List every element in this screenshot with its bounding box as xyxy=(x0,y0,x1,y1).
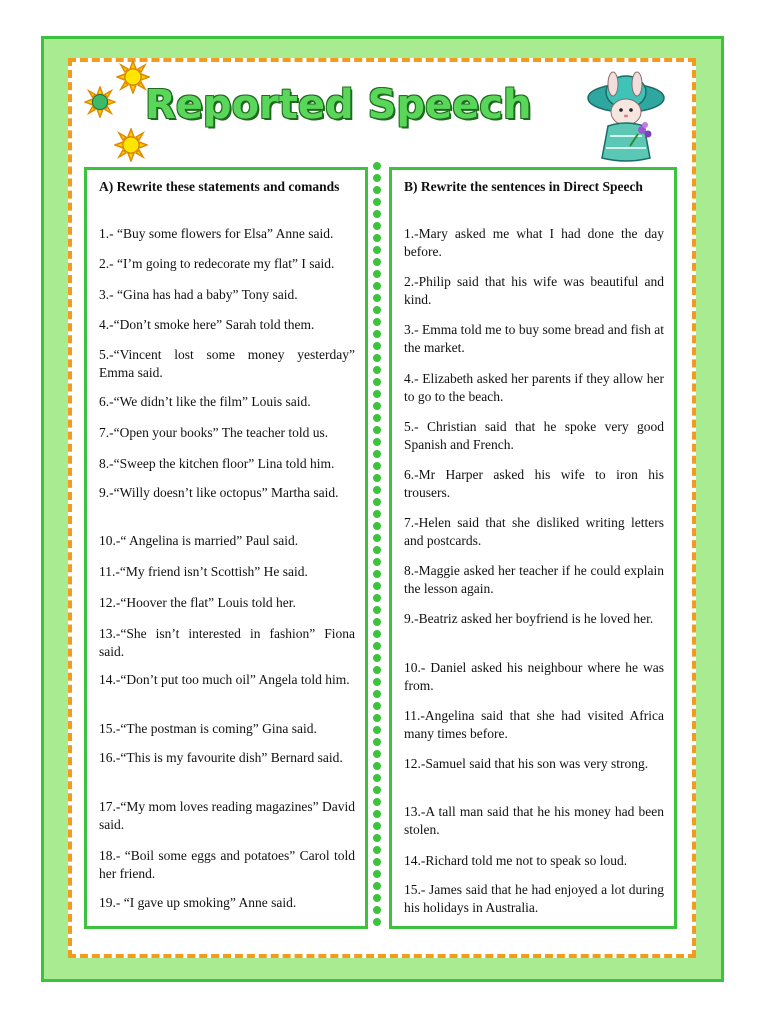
divider-dot xyxy=(373,894,381,902)
divider-dot xyxy=(373,594,381,602)
divider-dot xyxy=(373,318,381,326)
divider-dot xyxy=(373,750,381,758)
divider-dot xyxy=(373,666,381,674)
divider-dot xyxy=(373,498,381,506)
divider-dot xyxy=(373,426,381,434)
list-item: 8.-“Sweep the kitchen floor” Lina told him. xyxy=(99,456,335,471)
list-item: 15.-“The postman is coming” Gina said. xyxy=(99,721,317,736)
list-item: 13.-A tall man said that he his money had been stolen. xyxy=(404,804,664,837)
list-item: 3.- Emma told me to buy some bread and fish at the market. xyxy=(404,322,664,355)
list-item: 7.-Helen said that she disliked writing letters and postcards. xyxy=(404,515,664,548)
divider-dot xyxy=(373,438,381,446)
list-item: 16.-“This is my favourite dish” Bernard said. xyxy=(99,750,343,765)
divider-dot xyxy=(373,222,381,230)
divider-dot xyxy=(373,642,381,650)
divider-dot xyxy=(373,378,381,386)
page-title: Reported Speech xyxy=(145,82,532,128)
divider-dot xyxy=(373,630,381,638)
list-item: 5.- Christian said that he spoke very good Spanish and French. xyxy=(404,419,664,452)
divider-dot xyxy=(373,810,381,818)
list-item: 2.-Philip said that his wife was beautiful and kind. xyxy=(404,274,664,307)
divider-dot xyxy=(373,798,381,806)
section-b-heading: B) Rewrite the sentences in Direct Speech xyxy=(404,179,643,194)
divider-dot xyxy=(373,822,381,830)
divider-dot xyxy=(373,474,381,482)
divider-dot xyxy=(373,258,381,266)
divider-dot xyxy=(373,510,381,518)
divider-dot xyxy=(373,270,381,278)
divider-dot xyxy=(373,846,381,854)
list-item: 14.-“Don’t put too much oil” Angela told him. xyxy=(99,672,350,687)
divider-dot xyxy=(373,342,381,350)
divider-dot xyxy=(373,486,381,494)
list-item: 11.-Angelina said that she had visited Africa many times before. xyxy=(404,708,664,741)
divider-dot xyxy=(373,762,381,770)
divider-dot xyxy=(373,918,381,926)
list-item: 15.- James said that he had enjoyed a lot during his holidays in Australia. xyxy=(404,882,664,915)
divider-dot xyxy=(373,786,381,794)
list-item: 10.- Daniel asked his neighbour where he was from. xyxy=(404,660,664,693)
divider-dot xyxy=(373,774,381,782)
list-item: 6.-Mr Harper asked his wife to iron his trousers. xyxy=(404,467,664,500)
list-item: 2.- “I’m going to redecorate my flat” I said. xyxy=(99,256,335,271)
divider-dot xyxy=(373,390,381,398)
list-item: 18.- “Boil some eggs and potatoes” Carol told her friend. xyxy=(99,848,355,881)
list-item: 14.-Richard told me not to speak so loud. xyxy=(404,853,628,868)
list-item: 4.- Elizabeth asked her parents if they allow her to go to the beach. xyxy=(404,371,664,404)
divider-dot xyxy=(373,690,381,698)
divider-dot xyxy=(373,834,381,842)
dotted-divider xyxy=(372,162,382,932)
list-item: 7.-“Open your books” The teacher told us. xyxy=(99,425,329,440)
sun-icon xyxy=(114,128,148,162)
list-item: 1.-Mary asked me what I had done the day before. xyxy=(404,226,664,259)
divider-dot xyxy=(373,714,381,722)
divider-dot xyxy=(373,450,381,458)
divider-dot xyxy=(373,330,381,338)
divider-dot xyxy=(373,306,381,314)
section-a-heading: A) Rewrite these statements and comands xyxy=(99,179,340,194)
divider-dot xyxy=(373,234,381,242)
divider-dot xyxy=(373,618,381,626)
divider-dot xyxy=(373,582,381,590)
divider-dot xyxy=(373,402,381,410)
sun-icon xyxy=(84,86,116,118)
divider-dot xyxy=(373,366,381,374)
divider-dot xyxy=(373,606,381,614)
list-item: 3.- “Gina has had a baby” Tony said. xyxy=(99,287,298,302)
divider-dot xyxy=(373,654,381,662)
divider-dot xyxy=(373,858,381,866)
divider-dot xyxy=(373,186,381,194)
divider-dot xyxy=(373,558,381,566)
divider-dot xyxy=(373,462,381,470)
divider-dot xyxy=(373,246,381,254)
divider-dot xyxy=(373,162,381,170)
divider-dot xyxy=(373,906,381,914)
list-item: 13.-“She isn’t interested in fashion” Fiona said. xyxy=(99,626,355,659)
divider-dot xyxy=(373,522,381,530)
bunny-mascot-icon xyxy=(580,70,672,165)
list-item: 1.- “Buy some flowers for Elsa” Anne said. xyxy=(99,226,334,241)
divider-dot xyxy=(373,198,381,206)
list-item: 9.-Beatriz asked her boyfriend is he loved her. xyxy=(404,611,654,626)
list-item: 6.-“We didn’t like the film” Louis said. xyxy=(99,394,311,409)
divider-dot xyxy=(373,870,381,878)
divider-dot xyxy=(373,882,381,890)
list-item: 12.-Samuel said that his son was very strong. xyxy=(404,756,649,771)
divider-dot xyxy=(373,282,381,290)
divider-dot xyxy=(373,534,381,542)
list-item: 4.-“Don’t smoke here” Sarah told them. xyxy=(99,317,315,332)
list-item: 17.-“My mom loves reading magazines” David said. xyxy=(99,799,355,832)
divider-dot xyxy=(373,546,381,554)
divider-dot xyxy=(373,702,381,710)
divider-dot xyxy=(373,738,381,746)
divider-dot xyxy=(373,354,381,362)
divider-dot xyxy=(373,174,381,182)
divider-dot xyxy=(373,726,381,734)
divider-dot xyxy=(373,210,381,218)
list-item: 10.-“ Angelina is married” Paul said. xyxy=(99,533,299,548)
list-item: 11.-“My friend isn’t Scottish” He said. xyxy=(99,564,308,579)
panel-direct-speech xyxy=(389,167,677,929)
list-item: 8.-Maggie asked her teacher if he could explain the lesson again. xyxy=(404,563,664,596)
divider-dot xyxy=(373,570,381,578)
list-item: 5.-“Vincent lost some money yesterday” Emma said. xyxy=(99,347,355,380)
list-item: 19.- “I gave up smoking” Anne said. xyxy=(99,895,297,910)
list-item: 9.-“Willy doesn’t like octopus” Martha said. xyxy=(99,485,339,500)
panel-reported-statements xyxy=(84,167,368,929)
divider-dot xyxy=(373,678,381,686)
list-item: 12.-“Hoover the flat” Louis told her. xyxy=(99,595,296,610)
divider-dot xyxy=(373,294,381,302)
divider-dot xyxy=(373,414,381,422)
